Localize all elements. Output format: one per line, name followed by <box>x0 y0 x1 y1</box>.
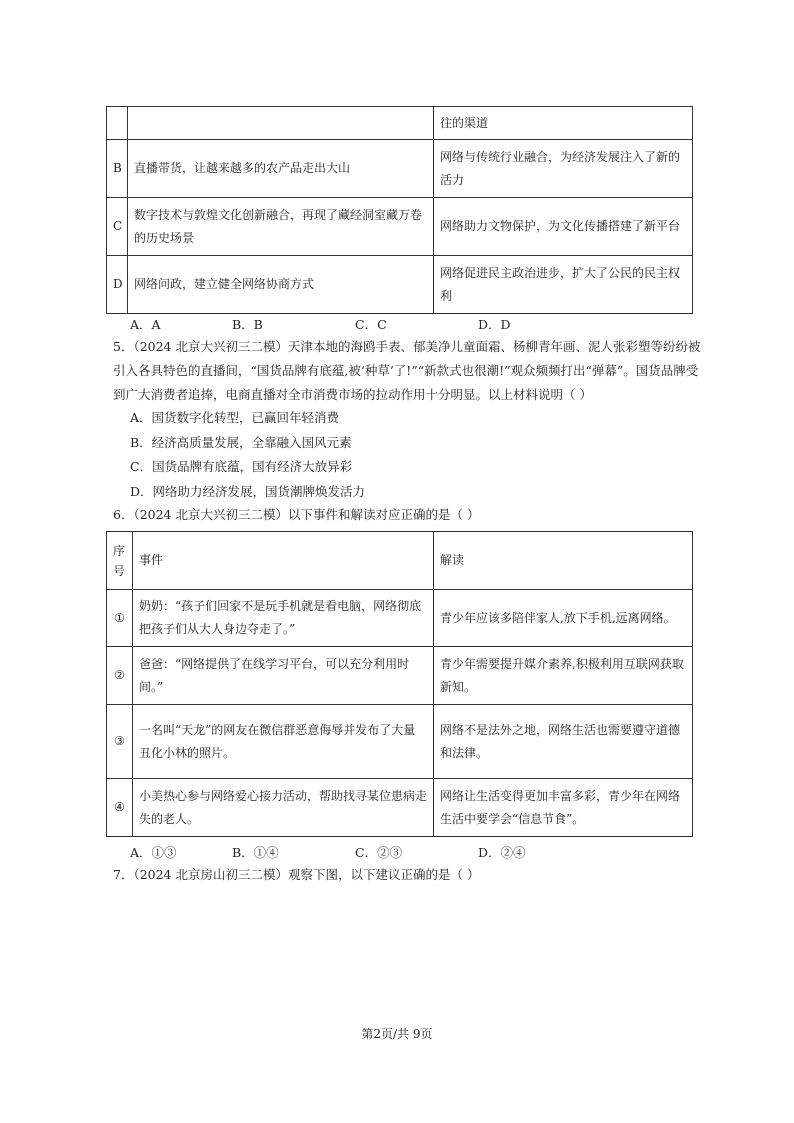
row-num: ① <box>107 590 133 647</box>
row-meaning: 网络让生活变得更加丰富多彩，青少年在网络生活中要学会“信息节食”。 <box>434 779 693 837</box>
table-row <box>107 107 693 140</box>
question-5-options <box>130 409 365 507</box>
row-event: 小美热心参与网络爱心接力活动，帮助找寻某位患病走失的老人。 <box>133 779 434 837</box>
table-row <box>107 256 693 314</box>
row-meaning: 青少年需要提升媒介素养,积极利用互联网获取新知。 <box>434 647 693 705</box>
row-label: B <box>107 140 128 198</box>
page-number: 第2页/共 9页 <box>361 1027 433 1041</box>
row-num: ③ <box>107 705 133 779</box>
q6-option-c[interactable]: C．②③ <box>355 845 403 860</box>
q6-option-d[interactable]: D．②④ <box>478 845 526 860</box>
table-row <box>107 590 693 647</box>
row-event: 奶奶：“孩子们回家不是玩手机就是看电脑，网络彻底把孩子们从大人身边夺走了。” <box>133 590 434 647</box>
q4-option-b[interactable]: B．B <box>232 317 263 332</box>
row-event: 爸爸：“网络提供了在线学习平台，可以充分利用时间。” <box>133 647 434 705</box>
row-meaning: 青少年应该多陪伴家人,放下手机,远离网络。 <box>434 590 693 647</box>
table-row <box>107 647 693 705</box>
table-header-row <box>107 532 693 590</box>
row-num: ④ <box>107 779 133 837</box>
row-event: 直播带货，让越来越多的农产品走出大山 <box>128 140 434 198</box>
q5-option-c[interactable]: C．国货品牌有底蕴，国有经济大放异彩 <box>130 459 353 474</box>
question-7-stem: 7．（2024 北京房山初三二模）观察下图，以下建议正确的是（ ） <box>113 867 480 882</box>
row-event: 一名叫“天龙”的网友在微信群恶意侮辱并发布了大量丑化小林的照片。 <box>133 705 434 779</box>
row-event <box>128 107 434 140</box>
row-meaning: 往的渠道 <box>434 107 693 140</box>
row-event: 数字技术与敦煌文化创新融合，再现了藏经洞室藏万卷的历史场景 <box>128 198 434 256</box>
question-6-stem: 6．（2024 北京大兴初三二模）以下事件和解读对应正确的是（ ） <box>113 507 480 522</box>
row-meaning: 网络助力文物保护，为文化传播搭建了新平台 <box>434 198 693 256</box>
table-row <box>107 779 693 837</box>
row-event: 网络问政，建立健全网络协商方式 <box>128 256 434 314</box>
question-5-stem <box>113 338 701 410</box>
header-num: 序号 <box>107 532 133 590</box>
row-label: C <box>107 198 128 256</box>
q5-line: 到广大消费者追捧，电商直播对全市消费市场的拉动作用十分明显。以上材料说明（ ） <box>113 387 592 402</box>
row-meaning: 网络促进民主政治进步，扩大了公民的民主权利 <box>434 256 693 314</box>
row-meaning: 网络不是法外之地，网络生活也需要遵守道德和法律。 <box>434 705 693 779</box>
q5-line: 5．（2024 北京大兴初三二模）天津本地的海鸥手表、郁美净儿童面霜、杨柳青年画、泥人张彩塑等纷纷被 <box>113 339 701 354</box>
q6-option-a[interactable]: A．①③ <box>130 845 177 860</box>
q5-option-b[interactable]: B．经济高质量发展，全靠融入国风元素 <box>130 434 352 450</box>
q6-option-b[interactable]: B．①④ <box>232 845 279 860</box>
header-event: 事件 <box>133 532 434 590</box>
options-table <box>106 106 693 314</box>
row-label: D <box>107 256 128 314</box>
q4-option-a[interactable]: A．A <box>130 317 161 332</box>
q5-option-a[interactable]: A．国货数字化转型，已赢回年轻消费 <box>130 410 340 425</box>
events-table <box>106 531 693 837</box>
row-label <box>107 107 128 140</box>
q4-option-c[interactable]: C．C <box>355 317 387 332</box>
table-row <box>107 198 693 256</box>
q4-option-d[interactable]: D．D <box>478 317 511 332</box>
q5-line: 引入各具特色的直播间，“国货品牌有底蕴,被‘种草’了!”“新款式也很潮!”观众频频打出“弹幕”。国货品牌受 <box>113 363 699 378</box>
table-row <box>107 140 693 198</box>
row-num: ② <box>107 647 133 705</box>
row-meaning: 网络与传统行业融合，为经济发展注入了新的活力 <box>434 140 693 198</box>
table-row <box>107 705 693 779</box>
header-meaning: 解读 <box>434 532 693 590</box>
q5-option-d[interactable]: D．网络助力经济发展，国货潮牌焕发活力 <box>130 483 366 499</box>
